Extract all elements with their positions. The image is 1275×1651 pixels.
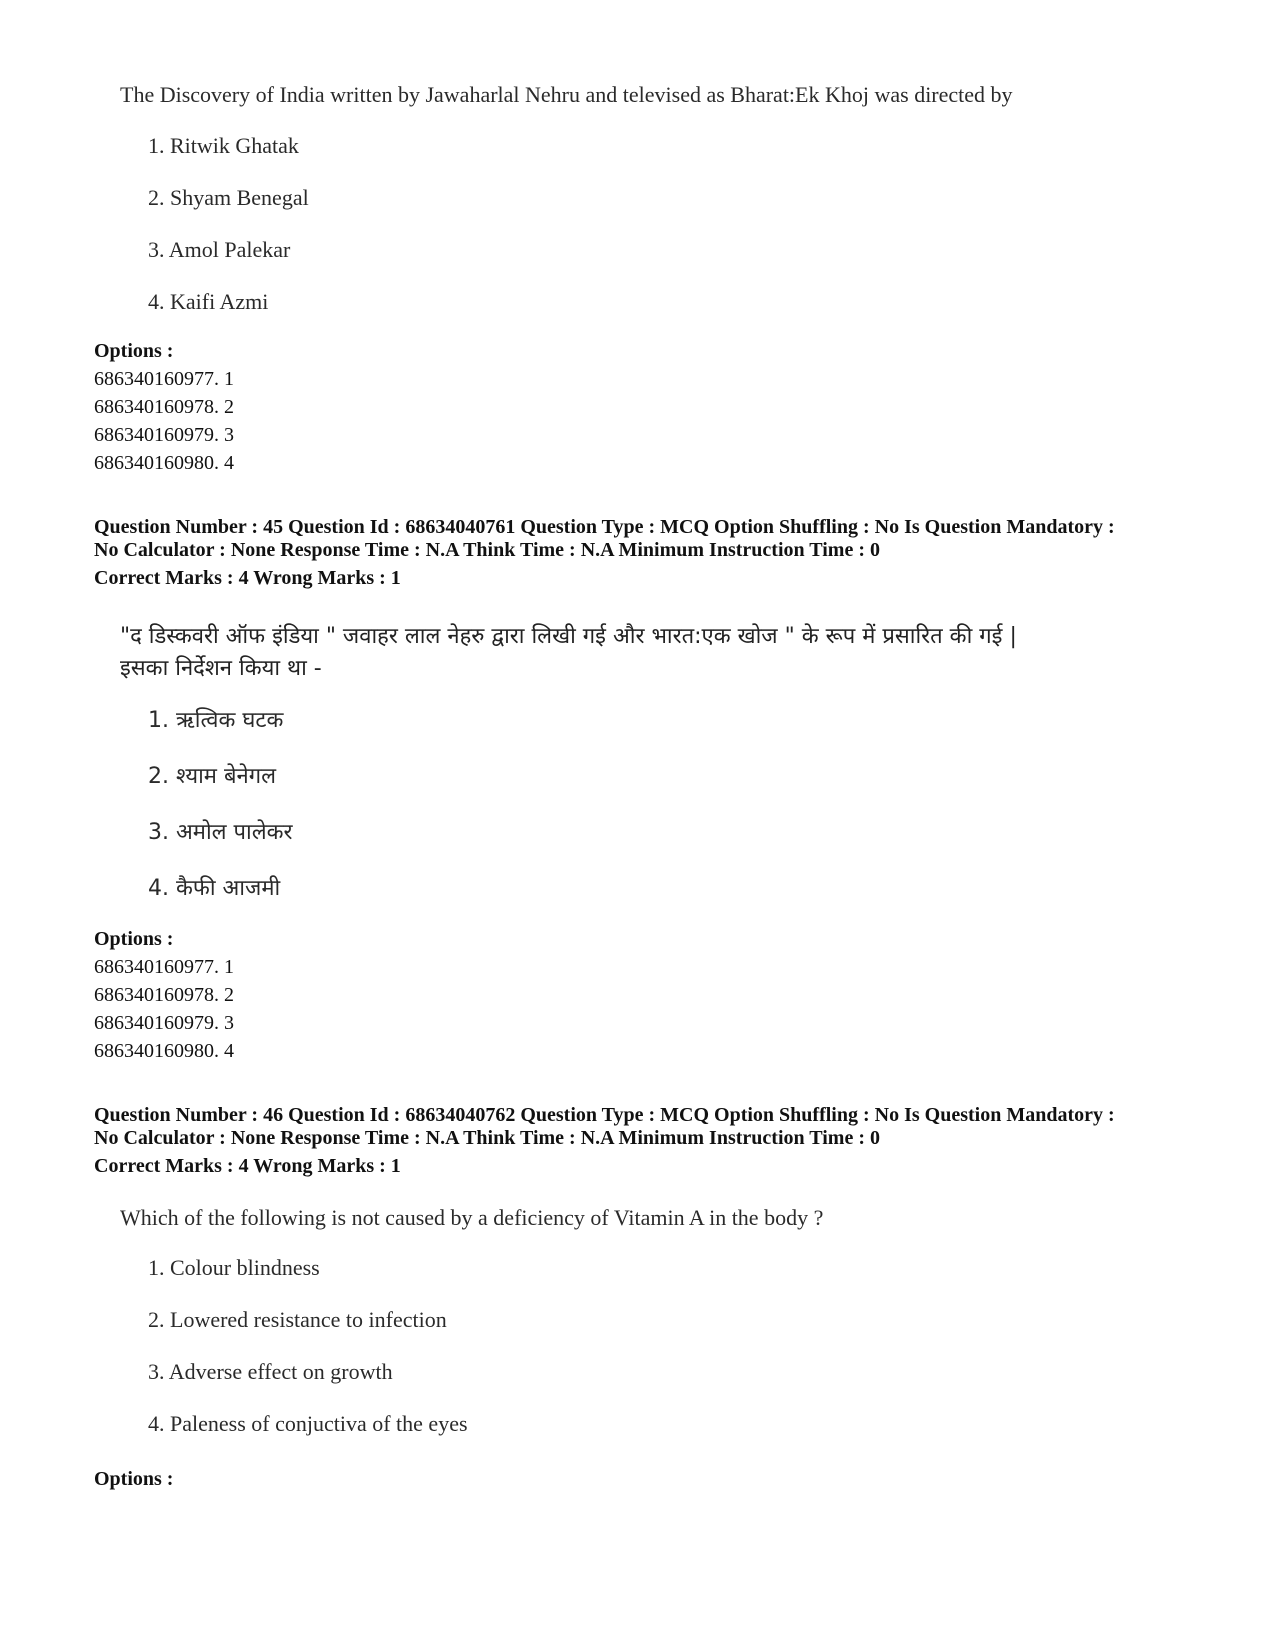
option-id-2: 686340160978. 2 xyxy=(94,396,234,418)
options-heading: Options : xyxy=(94,340,174,362)
question-text: Which of the following is not caused by a deficiency of Vitamin A in the body ? xyxy=(120,1205,824,1230)
question-text-line2: इसका निर्देशन किया था - xyxy=(120,656,322,681)
options-heading: Options : xyxy=(94,1468,174,1490)
choice-2: 2. Lowered resistance to infection xyxy=(148,1307,447,1332)
question-text-line1: "द डिस्कवरी ऑफ इंडिया " जवाहर लाल नेहरु द्वारा लिखी गई और भारत:एक खोज " के रूप में प्रसारित की गई | xyxy=(120,624,1017,649)
option-id-3: 686340160979. 3 xyxy=(94,1012,234,1034)
choice-2: 2. Shyam Benegal xyxy=(148,185,309,210)
question-text: The Discovery of India written by Jawaharlal Nehru and televised as Bharat:Ek Khoj was directed by xyxy=(120,82,1013,107)
options-heading: Options : xyxy=(94,928,174,950)
option-id-4: 686340160980. 4 xyxy=(94,452,234,474)
question-meta-line2: No Calculator : None Response Time : N.A Think Time : N.A Minimum Instruction Time : 0 xyxy=(94,539,880,561)
choice-4: 4. कैफी आजमी xyxy=(148,876,281,901)
choice-4: 4. Paleness of conjuctiva of the eyes xyxy=(148,1411,468,1436)
choice-1: 1. Ritwik Ghatak xyxy=(148,133,299,158)
question-meta-line1: Question Number : 46 Question Id : 68634040762 Question Type : MCQ Option Shuffling : No Is Question Mandatory : xyxy=(94,1104,1115,1126)
option-id-3: 686340160979. 3 xyxy=(94,424,234,446)
question-meta-line1: Question Number : 45 Question Id : 68634040761 Question Type : MCQ Option Shuffling : No Is Question Mandatory : xyxy=(94,516,1115,538)
choice-4: 4. Kaifi Azmi xyxy=(148,289,269,314)
question-meta-line2: No Calculator : None Response Time : N.A Think Time : N.A Minimum Instruction Time : 0 xyxy=(94,1127,880,1149)
option-id-1: 686340160977. 1 xyxy=(94,956,234,978)
choice-3: 3. अमोल पालेकर xyxy=(148,820,293,845)
option-id-1: 686340160977. 1 xyxy=(94,368,234,390)
choice-3: 3. Amol Palekar xyxy=(148,237,291,262)
option-id-4: 686340160980. 4 xyxy=(94,1040,234,1062)
choice-1: 1. ऋत्विक घटक xyxy=(148,708,284,733)
choice-2: 2. श्याम बेनेगल xyxy=(148,764,277,789)
question-marks: Correct Marks : 4 Wrong Marks : 1 xyxy=(94,567,401,589)
option-id-2: 686340160978. 2 xyxy=(94,984,234,1006)
choice-1: 1. Colour blindness xyxy=(148,1255,320,1280)
question-marks: Correct Marks : 4 Wrong Marks : 1 xyxy=(94,1155,401,1177)
choice-3: 3. Adverse effect on growth xyxy=(148,1359,393,1384)
